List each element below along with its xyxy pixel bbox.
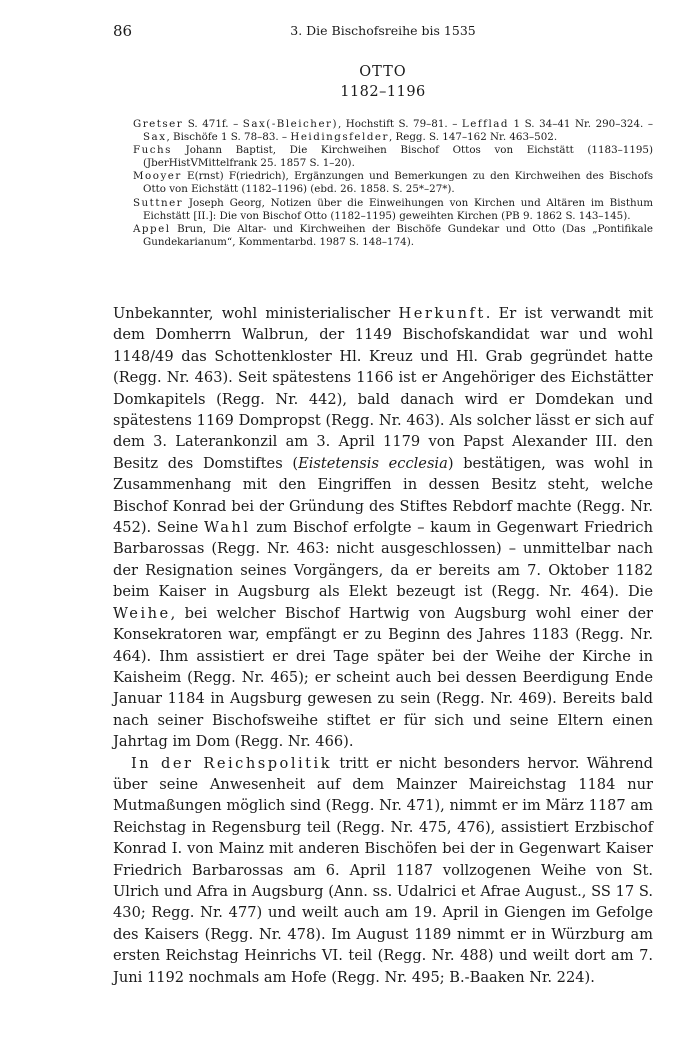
section-title [113, 62, 653, 102]
paragraph-reichspolitik: In der Reichspolitik tritt er nicht besonders hervor. Während über seine Anwesenheit auf dem Mainzer Maireichstag 1184 nur Mutmaßungen möglich sind (Regg. Nr. 471), nimmt er im März 1187 am Reichstag in Regensburg teil (Regg. Nr. 475, 476), assistiert Erzbischof Konrad I. von Mainz mit anderen Bischöfen bei der in Gegenwart Kaiser Friedrich Barbarossas am 6. April 1187 vollzogenen Weihe von St. Ulrich und Afra in Augsburg (Ann. ss. Udalrici et Afrae August., SS 17 S. 430; Regg. Nr. 477) und weilt auch am 19. April in Giengen im Gefolge des Kaisers (Regg. Nr. 478). Im August 1189 nimmt er in Würzburg am ersten Reichstag Heinrichs VI. teil (Regg. Nr. 488) und weilt dort am 7. Juni 1192 nochmals am Hofe (Regg. Nr. 495; B.-Baaken Nr. 224). [113, 754, 653, 986]
page-number: 86 [113, 22, 133, 40]
emphasis-wahl: Wahl [203, 519, 251, 537]
bishop-years: 1182–1196 [340, 84, 426, 100]
paragraph-origin: Unbekannter, wohl ministerialischer Herkunft. Er ist verwandt mit dem Domherrn Walbrun, der 1149 Bischofskandidat war und wohl 1148/49 das Schottenkloster Hl. Kreuz und Hl. Grab gegründet hatte (Regg. Nr. 463). Seit spätestens 1166 ist er Angehöriger des Eichstätter Domkapitels (Regg. Nr. 442), bald danach wird er Domdekan und spätestens 1169 Dompropst (Regg. Nr. 463). Als solcher lässt er sich auf dem 3. Laterankonzil am 3. April 1179 von Papst Alexander III. den Besitz des Domstiftes (Eistetensis ecclesia) bestätigen, was wohl in Zusammenhang mit den Eingriffen in dessen Besitz steht, welche Bischof Konrad bei der Gründung des Stiftes Rebdorf machte (Regg. Nr. 452). Seine Wahl zum Bischof erfolgte – kaum in Gegenwart Friedrich Barbarossas (Regg. Nr. 463: nicht ausgeschlossen) – unmittelbar nach der Resignation seines Vorgängers, da er bereits am 7. Oktober 1182 beim Kaiser in Augsburg als Elekt bezeugt ist (Regg. Nr. 464). Die Weihe, bei welcher Bischof Hartwig von Augsburg wohl einer der Konsekratoren war, empfängt er zu Beginn des Jahres 1183 (Regg. Nr. 464). Ihm assistiert er drei Tage später bei der Weihe der Kirche in Kaisheim (Regg. Nr. 465); er scheint auch bei dessen Beerdigung Ende Januar 1184 in Augsburg gewesen zu sein (Regg. Nr. 469). Bereits bald nach seiner Bischofsweihe stiftet er für sich und seine Eltern einen Jahrtag im Dom (Regg. Nr. 466). [113, 305, 654, 751]
emphasis-reichspolitik: In der Reichspolitik [131, 754, 333, 772]
bibliography-entry: Appel Brun, Die Altar- und Kirchweihen der Bischöfe Gundekar und Otto (Das „Pontifikale Gundekarianum“, Kommentarbd. 1987 S. 148–174). [133, 222, 653, 248]
bibliography [133, 118, 653, 249]
body-text [113, 303, 653, 988]
emphasis-weihe: Weihe [113, 604, 171, 622]
bibliography-entry: Suttner Joseph Georg, Notizen über die Einweihungen von Kirchen und Altären im Bisthum Eichstätt [II.]: Die von Bischof Otto (1182–1195) geweihten Kirchen (PB 9. 1862 S. 143–145). [133, 196, 653, 222]
latin-term: Eistetensis ecclesia [298, 454, 448, 472]
running-head: 3. Die Bischofsreihe bis 1535 [290, 23, 476, 38]
page-header [113, 22, 653, 42]
bibliography-entry: Fuchs Johann Baptist, Die Kirchweihen Bischof Ottos von Eichstätt (1183–1195) (JberHistVMittelfrank 25. 1857 S. 1–20). [133, 144, 653, 170]
emphasis-herkunft: Herkunft [398, 305, 486, 322]
bibliography-entry: Mooyer E(rnst) F(riedrich), Ergänzungen und Bemerkungen zu den Kirchweihen des Bischofs Otto von Eichstätt (1182–1196) (ebd. 26. 1858. S. 25*–27*). [133, 170, 653, 196]
bishop-name: OTTO [359, 64, 407, 80]
bibliography-entry: Gretser S. 471f. – Sax(-Bleicher), Hochstift S. 79–81. – Lefflad 1 S. 34–41 Nr. 290–324. – Sax, Bischöfe 1 S. 78–83. – Heidingsfelder, Regg. S. 147–162 Nr. 463–502. [133, 118, 653, 144]
